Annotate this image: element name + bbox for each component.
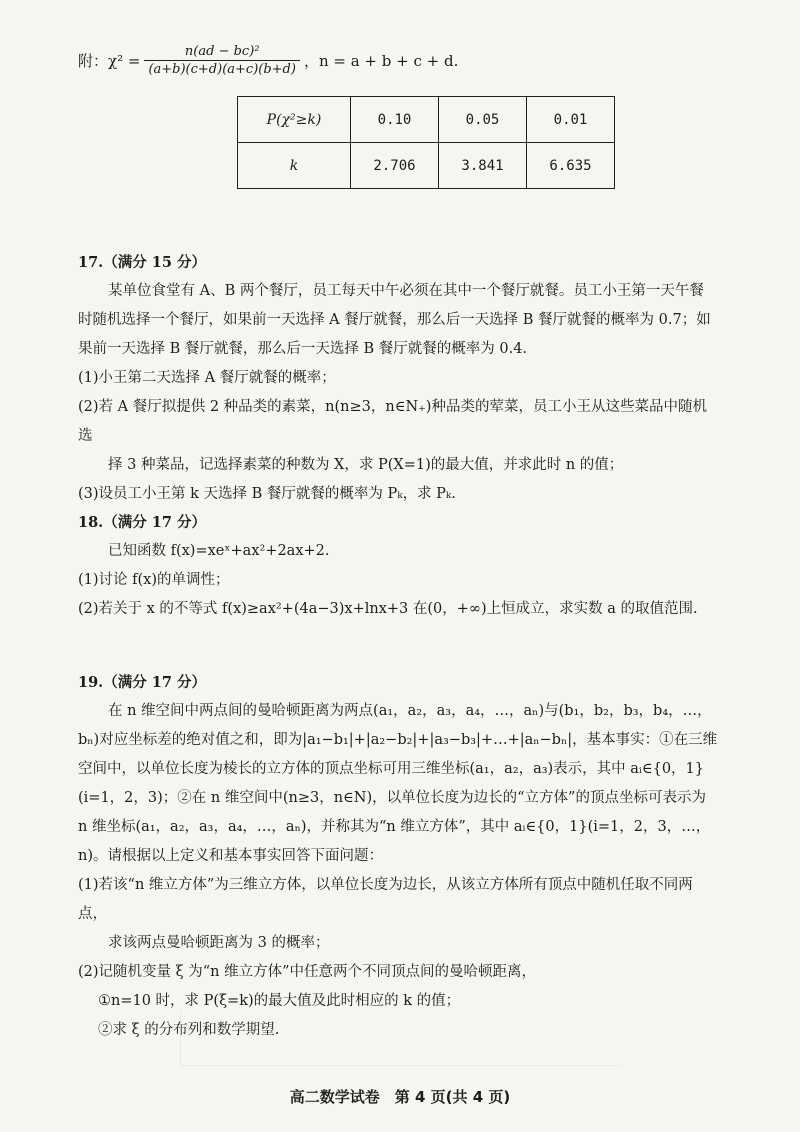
formula-denominator: (a+b)(c+d)(a+c)(b+d) (144, 60, 300, 77)
question-17-intro: 某单位食堂有 A、B 两个餐厅，员工每天中午必须在其中一个餐厅就餐。员工小王第一天午餐时随机选择一个餐厅，如果前一天选择 A 餐厅就餐，那么后一天选择 B 餐厅就餐的概率为 0.7；如果前一天选择 B 餐厅就餐，那么后一天选择 B 餐厅就餐的概率为 0.4. (78, 283, 711, 357)
question-17-part-1: (1)小王第二天选择 A 餐厅就餐的概率； (78, 370, 336, 386)
table-cell: 0.01 (527, 97, 615, 143)
question-19-part-1b: 求该两点曼哈顿距离为 3 的概率； (108, 935, 330, 951)
question-18-part-1: (1)讨论 f(x)的单调性； (78, 572, 230, 588)
formula-tail: ，n = a + b + c + d. (303, 52, 459, 70)
question-19-part-2: (2)记随机变量 ξ 为“n 维立方体”中任意两个不同顶点间的曼哈顿距离， (78, 964, 537, 980)
chi-square-table (237, 96, 615, 189)
question-19 (78, 668, 718, 1045)
page-footer: 高二数学试卷 第 4 页(共 4 页) (289, 1088, 511, 1106)
question-18-heading: 18.（满分 17 分） (78, 514, 207, 531)
table-cell: 6.635 (527, 143, 615, 189)
question-19-part-2-i: ①n=10 时，求 P(ξ=k)的最大值及此时相应的 k 的值； (98, 993, 461, 1009)
question-18-intro: 已知函数 f(x)=xeˣ+ax²+2ax+2. (108, 543, 330, 559)
question-17-heading: 17.（满分 15 分） (78, 254, 207, 271)
table-cell: 3.841 (439, 143, 527, 189)
table-cell: 0.05 (439, 97, 527, 143)
question-17-part-3: (3)设员工小王第 k 天选择 B 餐厅就餐的概率为 Pₖ，求 Pₖ. (78, 486, 456, 502)
question-19-intro: 在 n 维空间中两点间的曼哈顿距离为两点(a₁，a₂，a₃，a₄，…，aₙ)与(b₁，b₂，b₃，b₄，…，bₙ)对应坐标差的绝对值之和，即为|a₁−b₁|+|a₂−b₂|+|a₃−b₃|+…+|aₙ−bₙ|，基本事实：①在三维空间中，以单位长度为棱长的立方体的顶点坐标可用三维坐标(a₁，a₂，a₃)表示，其中 aᵢ∈{0，1}(i=1，2，3)；②在 n 维空间中(n≥3，n∈N)，以单位长度为边长的“立方体”的顶点坐标可表示为 n 维坐标(a₁，a₂，a₃，a₄，…，aₙ)，并称其为“n 维立方体”，其中 aᵢ∈{0，1}(i=1，2，3，…，n)。请根据以上定义和基本事实回答下面问题： (78, 703, 718, 864)
chi-square-formula (78, 44, 458, 77)
table-header-cell: k (238, 143, 351, 189)
question-19-part-1a: (1)若该“n 维立方体”为三维立方体，以单位长度为边长，从该立方体所有顶点中随机任取不同两点， (78, 877, 693, 922)
table-row (238, 143, 615, 189)
table-row (238, 97, 615, 143)
question-19-heading: 19.（满分 17 分） (78, 674, 207, 691)
formula-fraction (144, 44, 300, 77)
table-cell: 0.10 (351, 97, 439, 143)
scan-show-through (180, 1010, 621, 1066)
question-19-part-2-ii: ②求 ξ 的分布列和数学期望. (98, 1022, 280, 1038)
question-18 (78, 508, 718, 624)
question-17-part-2b: 择 3 种菜品，记选择素菜的种数为 X，求 P(X=1)的最大值，并求此时 n 的值； (108, 457, 624, 473)
table-cell: 2.706 (351, 143, 439, 189)
question-17 (78, 248, 718, 509)
appendix-label: 附：χ² = (78, 52, 141, 70)
question-18-part-2: (2)若关于 x 的不等式 f(x)≥ax²+(4a−3)x+lnx+3 在(0，+∞)上恒成立，求实数 a 的取值范围. (78, 601, 698, 617)
question-17-part-2a: (2)若 A 餐厅拟提供 2 种品类的素菜，n(n≥3，n∈N₊)种品类的荤菜，员工小王从这些菜品中随机选 (78, 399, 707, 444)
formula-numerator: n(ad − bc)² (184, 44, 260, 59)
table-header-cell: P(χ²≥k) (238, 97, 351, 143)
